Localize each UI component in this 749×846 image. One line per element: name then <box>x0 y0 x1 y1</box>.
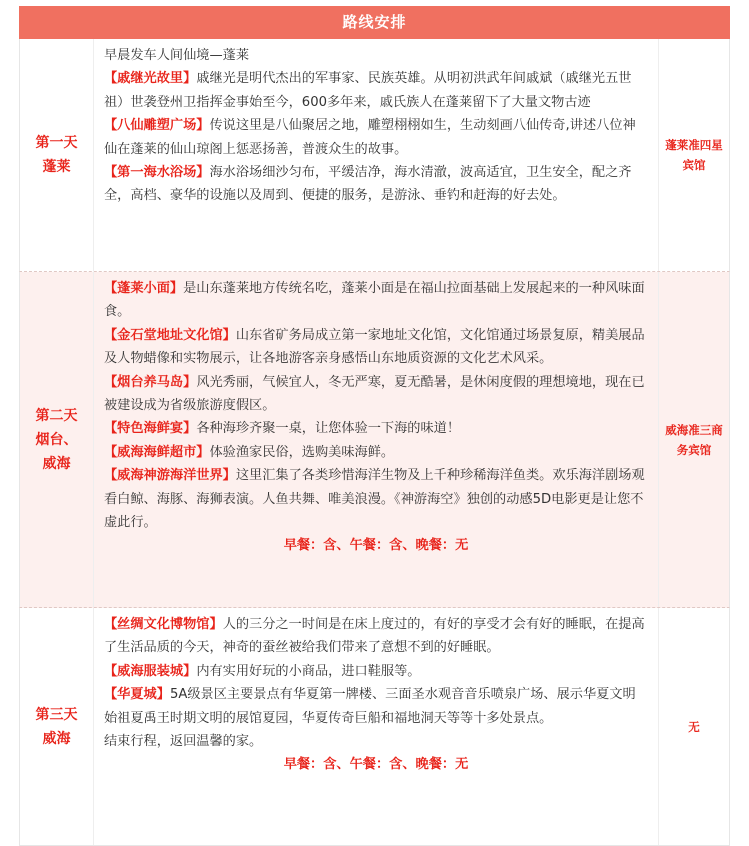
spot-entry <box>104 660 648 683</box>
spot-name: 【威海海鲜超市】 <box>104 444 210 460</box>
day-label-line: 第一天 <box>35 135 78 151</box>
day-intro: 早晨发车人间仙境—蓬莱 <box>104 48 250 63</box>
spot-description: 海水浴场细沙匀布，平缓洁净，海水清澈，波高适宜，卫生安全，配之齐全，高档、豪华的设施以及周到、便捷的服务，是游泳、垂钓和赶海的好去处。 <box>104 165 632 204</box>
spot-name: 【丝绸文化博物馆】 <box>104 617 223 632</box>
spot-description: 风光秀丽，气候宜人，冬无严寒，夏无酷暑，是休闲度假的理想境地，现在已被建设成为省级旅游度假区。 <box>104 374 645 414</box>
spot-name: 【华夏城】 <box>104 687 170 703</box>
spot-entry <box>104 67 648 114</box>
day-row-1 <box>19 39 730 272</box>
day-label-line: 第三天 <box>35 706 78 723</box>
hotel-cell: 威海准三商务宾馆 <box>665 422 723 457</box>
spot-name: 【威海服装城】 <box>104 663 197 679</box>
meals-info: 早餐：含、午餐：含、晚餐：无 <box>283 538 469 554</box>
spot-name: 【八仙雕塑广场】 <box>104 118 210 134</box>
day-row-2 <box>19 272 730 608</box>
spot-name: 【烟台养马岛】 <box>104 374 197 390</box>
spot-description: 戚继光是明代杰出的军事家、民族英雄。从明初洪武年间戚斌（戚继光五世祖）世袭登州卫指挥金事始至今，600多年来，戚氏族人在蓬莱留下了大量文物古迹 <box>104 71 632 110</box>
spot-description: 体验渔家民俗，选购美味海鲜。 <box>209 444 395 460</box>
day-outro: 结束行程，返回温馨的家。 <box>104 734 263 750</box>
spot-description: 这里汇集了各类珍惜海洋生物及上千种珍稀海洋鱼类。欢乐海洋剧场观看白鲸、海豚、海狮表演。人鱼共舞、唯美浪漫。《神游海空》独创的动感5D电影更是让您不虚此行。 <box>104 468 645 531</box>
spot-description: 人的三分之一时间是在床上度过的，有好的享受才会有好的睡眠，在提高了生活品质的今天，神奇的蚕丝被给我们带来了意想不到的好睡眠。 <box>104 617 645 656</box>
spot-entry <box>104 324 648 371</box>
spot-entry <box>104 613 648 660</box>
day-label-line: 烟台、 <box>35 431 78 448</box>
day-label-line: 蓬莱 <box>42 159 71 175</box>
spot-description: 山东省矿务局成立第一家地址文化馆，文化馆通过场景复原，精美展品及人物蜡像和实物展示，让各地游客亲身感悟山东地质资源的文化艺术风采。 <box>104 327 645 367</box>
spot-name: 【威海神游海洋世界】 <box>104 468 236 484</box>
day-content <box>94 39 659 271</box>
spot-description: 各种海珍齐聚一桌，让您体验一下海的味道！ <box>196 421 461 437</box>
day-label-line: 第二天 <box>35 407 78 424</box>
day-row-3 <box>19 608 730 846</box>
spot-name: 【第一海水浴场】 <box>104 165 210 181</box>
spot-entry <box>104 441 648 464</box>
spot-name: 【蓬莱小面】 <box>104 281 184 296</box>
hotel-cell: 无 <box>688 719 700 734</box>
day-content <box>94 272 659 607</box>
spot-entry <box>104 161 648 208</box>
spot-name: 【戚继光故里】 <box>104 71 197 87</box>
day-content <box>94 608 659 845</box>
spot-entry <box>104 464 648 534</box>
spot-entry <box>104 417 648 440</box>
spot-description: 5A级景区主要景点有华夏第一牌楼、三面圣水观音音乐喷泉广场、展示华夏文明始祖夏禹王时期文明的展馆夏园，华夏传奇巨船和福地洞天等等十多处景点。 <box>104 687 636 726</box>
spot-entry <box>104 277 648 324</box>
spot-description: 传说这里是八仙聚居之地，雕塑栩栩如生，生动刻画八仙传奇,讲述八位神仙在蓬莱的仙山琼阁上惩恶扬善，普渡众生的故事。 <box>104 118 636 157</box>
spot-name: 【特色海鲜宴】 <box>104 421 197 437</box>
table-header: 路线安排 <box>19 6 730 39</box>
day-label-line: 威海 <box>42 730 71 747</box>
day-label <box>20 39 94 271</box>
spot-entry <box>104 114 648 161</box>
spot-entry <box>104 683 648 730</box>
spot-description: 是山东蓬莱地方传统名吃，蓬莱小面是在福山拉面基础上发展起来的一种风味面食。 <box>104 281 645 320</box>
spot-description: 内有实用好玩的小商品，进口鞋服等。 <box>196 663 421 679</box>
spot-name: 【金石堂地址文化馆】 <box>104 327 236 343</box>
hotel-cell: 蓬莱准四星宾馆 <box>665 138 723 172</box>
itinerary-table <box>19 6 730 846</box>
meals-info: 早餐：含、午餐：含、晚餐：无 <box>283 757 469 773</box>
day-label <box>20 272 94 607</box>
day-label-line: 威海 <box>42 455 71 472</box>
day-label <box>20 608 94 845</box>
spot-entry <box>104 371 648 418</box>
